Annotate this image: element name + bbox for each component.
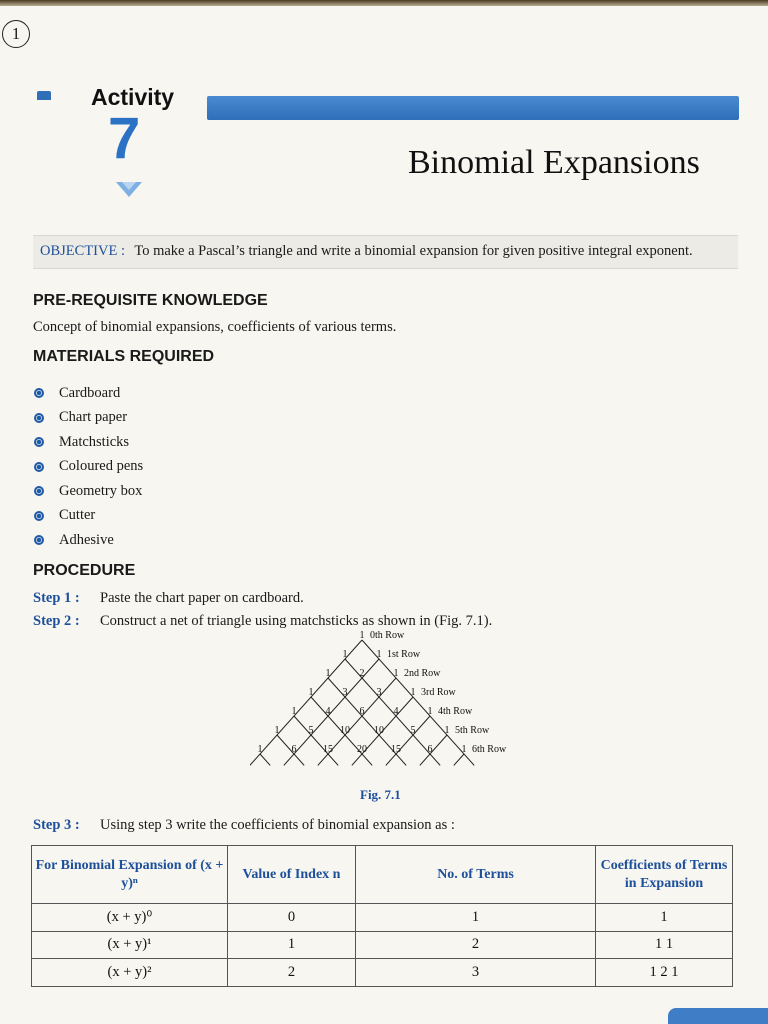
bullet-icon <box>34 462 44 472</box>
triangle-number: 10 <box>340 725 350 736</box>
step-label: Step 2 : <box>33 613 80 629</box>
page-marker-number: 1 <box>11 24 21 43</box>
row-label: 5th Row <box>455 725 490 736</box>
triangle-number: 1 <box>257 744 263 755</box>
table-cell: 2 <box>228 959 356 987</box>
triangle-number: 4 <box>393 706 399 717</box>
procedure-heading: PROCEDURE <box>33 562 136 579</box>
page-marker-circle <box>2 20 30 48</box>
step-3 <box>33 817 455 834</box>
triangle-number: 1 <box>274 725 280 736</box>
material-item: Coloured pens <box>59 458 144 475</box>
bullet-icon <box>34 535 44 545</box>
triangle-number: 1 <box>342 649 348 660</box>
objective-label: OBJECTIVE : <box>40 243 125 259</box>
matchstick-line <box>386 716 430 765</box>
prerequisite-text: Concept of binomial expansions, coefficients of various terms. <box>33 319 397 335</box>
figure-caption: Fig. 7.1 <box>360 787 401 802</box>
material-item: Cutter <box>59 507 96 524</box>
triangle-number: 1 <box>393 668 399 679</box>
step-text: Using step 3 write the coefficients of binomial expansion as : <box>100 817 455 833</box>
activity-marker-icon <box>37 91 51 100</box>
table-cell: (x + y)⁰ <box>32 904 228 932</box>
materials-heading: MATERIALS REQUIRED <box>33 348 215 365</box>
column-header: For Binomial Expansion of (x + y)ⁿ <box>32 846 228 904</box>
triangle-number: 6 <box>359 706 365 717</box>
objective-box <box>33 235 738 269</box>
column-header: Coefficients of Terms in Expansion <box>596 846 733 904</box>
step-text: Construct a net of triangle using matchsticks as shown in (Fig. 7.1). <box>100 613 493 629</box>
table-row <box>32 959 733 987</box>
chevron-down-icon <box>114 180 144 200</box>
material-item: Adhesive <box>59 531 114 548</box>
step-label: Step 3 : <box>33 817 80 833</box>
page-top-edge <box>0 0 768 6</box>
prerequisite-heading: PRE-REQUISITE KNOWLEDGE <box>33 292 268 309</box>
triangle-number: 1 <box>461 744 467 755</box>
header-bar <box>207 96 739 120</box>
column-header: No. of Terms <box>356 846 596 904</box>
step-text: Paste the chart paper on cardboard. <box>100 590 304 606</box>
bullet-icon <box>34 413 44 423</box>
row-label: 0th Row <box>370 630 405 641</box>
material-item: Cardboard <box>59 384 121 401</box>
triangle-number: 1 <box>359 630 365 641</box>
activity-label: Activity <box>91 84 175 110</box>
triangle-number: 1 <box>444 725 450 736</box>
table-cell: 1 2 1 <box>596 959 733 987</box>
pascal-triangle-figure <box>250 628 530 778</box>
bullet-icon <box>34 388 44 398</box>
table-cell: (x + y)¹ <box>32 931 228 959</box>
triangle-number: 5 <box>308 725 314 736</box>
triangle-number: 5 <box>410 725 416 736</box>
row-label: 2nd Row <box>404 668 441 679</box>
objective-text: To make a Pascal’s triangle and write a binomial expansion for given positive integral exponent. <box>134 243 693 259</box>
table-row <box>32 931 733 959</box>
table-cell: 1 <box>356 904 596 932</box>
table-cell: 1 <box>596 904 733 932</box>
row-label: 3rd Row <box>421 687 456 698</box>
table-cell: 1 <box>228 931 356 959</box>
list-item <box>33 479 143 504</box>
list-item <box>33 430 143 455</box>
page-corner-tab <box>668 1008 768 1024</box>
table-cell: 0 <box>228 904 356 932</box>
list-item <box>33 455 143 480</box>
matchstick-line <box>454 754 464 765</box>
triangle-number: 6 <box>427 744 433 755</box>
list-item <box>33 381 143 406</box>
matchstick-line <box>420 735 447 765</box>
triangle-number: 1 <box>291 706 297 717</box>
row-label: 6th Row <box>472 744 507 755</box>
triangle-number: 1 <box>308 687 314 698</box>
row-label: 1st Row <box>387 649 421 660</box>
table-cell: 1 1 <box>596 931 733 959</box>
list-item <box>33 528 143 553</box>
material-item: Chart paper <box>59 409 128 426</box>
column-header: Value of Index n <box>228 846 356 904</box>
triangle-number: 15 <box>391 744 401 755</box>
list-item <box>33 504 143 529</box>
triangle-number: 20 <box>357 744 367 755</box>
table-header-row <box>32 846 733 904</box>
triangle-number: 1 <box>410 687 416 698</box>
triangle-number: 10 <box>374 725 384 736</box>
coefficients-table <box>31 845 733 987</box>
bullet-icon <box>34 437 44 447</box>
triangle-number: 3 <box>342 687 348 698</box>
table-cell: 2 <box>356 931 596 959</box>
material-item: Geometry box <box>59 482 143 499</box>
triangle-number: 6 <box>291 744 297 755</box>
bullet-icon <box>34 486 44 496</box>
step-label: Step 1 : <box>33 590 80 606</box>
triangle-number: 15 <box>323 744 333 755</box>
material-item: Matchsticks <box>59 433 130 450</box>
triangle-number: 4 <box>325 706 331 717</box>
step-1 <box>33 590 304 607</box>
activity-number: 7 <box>108 106 141 171</box>
triangle-number: 2 <box>359 668 365 679</box>
table-row <box>32 904 733 932</box>
triangle-number: 1 <box>376 649 382 660</box>
list-item <box>33 406 143 431</box>
table-cell: 3 <box>356 959 596 987</box>
page-title: Binomial Expansions <box>408 144 700 181</box>
table-cell: (x + y)² <box>32 959 228 987</box>
bullet-icon <box>34 511 44 521</box>
triangle-number: 1 <box>325 668 331 679</box>
row-label: 4th Row <box>438 706 473 717</box>
triangle-number: 1 <box>427 706 433 717</box>
materials-list <box>33 381 143 553</box>
triangle-number: 3 <box>376 687 382 698</box>
matchstick-line <box>260 754 270 765</box>
matchstick-line <box>291 716 338 765</box>
